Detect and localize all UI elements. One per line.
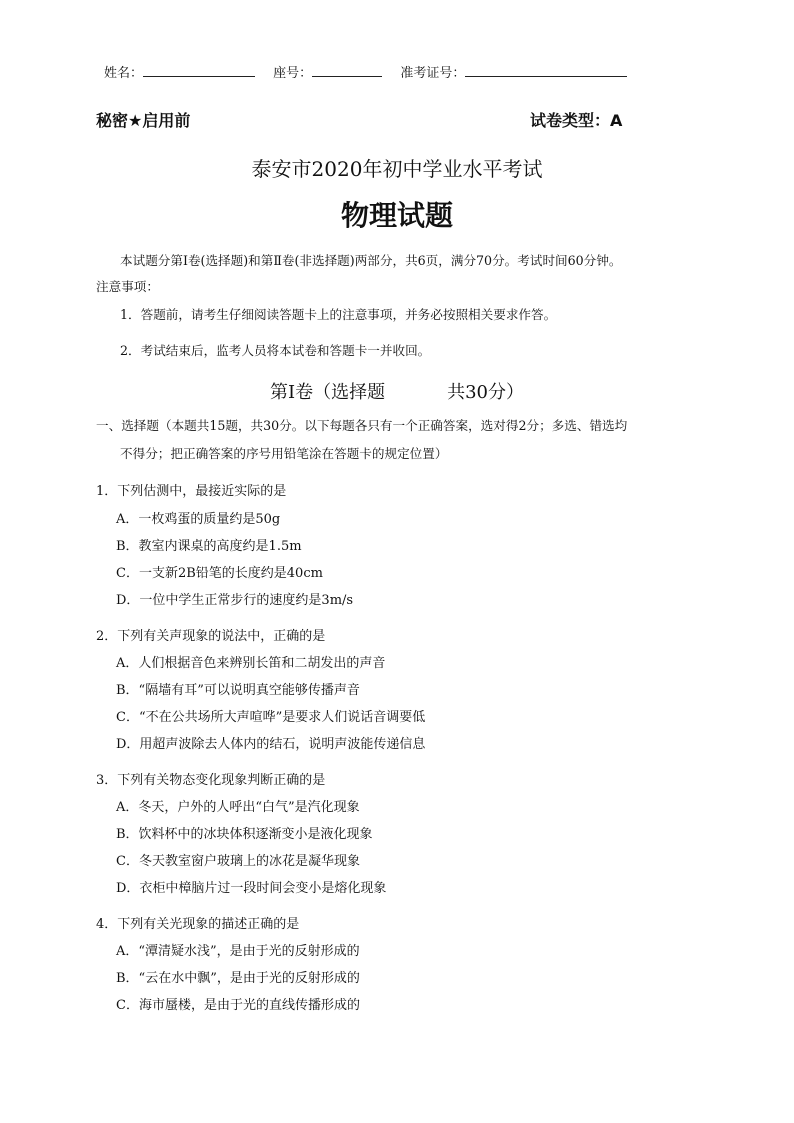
- question-option: D．用超声波除去人体内的结石，说明声波能传递信息: [116, 737, 426, 752]
- question-option: B．教室内课桌的高度约是1.5m: [116, 539, 302, 554]
- question-stem: 4．下列有关光现象的描述正确的是: [96, 917, 300, 932]
- section-instruction-cont: 不得分；把正确答案的序号用铅笔涂在答题卡的规定位置）: [120, 446, 448, 461]
- part-title-right: 共30分）: [447, 382, 525, 403]
- question-option: D．衣柜中樟脑片过一段时间会变小是熔化现象: [116, 881, 387, 896]
- question-option: B．“云在水中飘”，是由于光的反射形成的: [116, 971, 360, 986]
- question-stem: 3．下列有关物态变化现象判断正确的是: [96, 773, 326, 788]
- candidate-info-line: [104, 62, 627, 81]
- paper-type: 试卷类型：A: [530, 111, 623, 130]
- question-option: B．饮料杯中的冰块体积逐渐变小是液化现象: [116, 827, 373, 842]
- question-option: B．“隔墙有耳”可以说明真空能够传播声音: [116, 683, 360, 698]
- question-option: A．“潭清疑水浅”，是由于光的反射形成的: [116, 944, 360, 959]
- question-stem: 1．下列估测中，最接近实际的是: [96, 484, 287, 499]
- notice-item: 2．考试结束后，监考人员将本试卷和答题卡一并收回。: [120, 343, 431, 358]
- question-option: A．人们根据音色来辨别长笛和二胡发出的声音: [116, 656, 386, 671]
- question-option: C．冬天教室窗户玻璃上的冰花是凝华现象: [116, 854, 360, 869]
- question-option: A．一枚鸡蛋的质量约是50g: [116, 512, 281, 527]
- question-option: D．一位中学生正常步行的速度约是3m/s: [116, 593, 354, 608]
- question-option: C．“不在公共场所大声喧哗”是要求人们说话音调要低: [116, 710, 426, 725]
- seat-label: 座号：: [273, 66, 313, 81]
- subject-title: 物理试题: [340, 199, 453, 232]
- notice-item: 1．答题前，请考生仔细阅读答题卡上的注意事项，并务必按照相关要求作答。: [120, 307, 557, 322]
- part-title-left: 第Ⅰ卷（选择题: [269, 382, 386, 403]
- exam-number-label: 准考证号：: [400, 66, 466, 81]
- part-title: [0, 378, 794, 404]
- name-field[interactable]: [143, 64, 255, 77]
- question-stem: 2．下列有关声现象的说法中，正确的是: [96, 629, 326, 644]
- name-label: 姓名：: [104, 66, 144, 81]
- question-option: C．海市蜃楼，是由于光的直线传播形成的: [116, 998, 360, 1013]
- section-instruction: 一、选择题（本题共15题，共30分。以下每题各只有一个正确答案，选对得2分；多选、错选均: [96, 418, 628, 433]
- notice-label: 注意事项：: [96, 279, 159, 294]
- secret-mark: 秘密★启用前: [96, 111, 191, 130]
- intro-text: 本试题分第Ⅰ卷(选择题)和第Ⅱ卷(非选择题)两部分，共6页，满分70分。考试时间60分钟。: [120, 253, 622, 268]
- question-option: C．一支新2B铅笔的长度约是40cm: [116, 566, 323, 581]
- question-option: A．冬天，户外的人呼出“白气”是汽化现象: [116, 800, 360, 815]
- exam-number-field[interactable]: [465, 64, 627, 77]
- seat-field[interactable]: [312, 64, 382, 77]
- exam-title: 泰安市2020年初中学业水平考试: [251, 157, 543, 181]
